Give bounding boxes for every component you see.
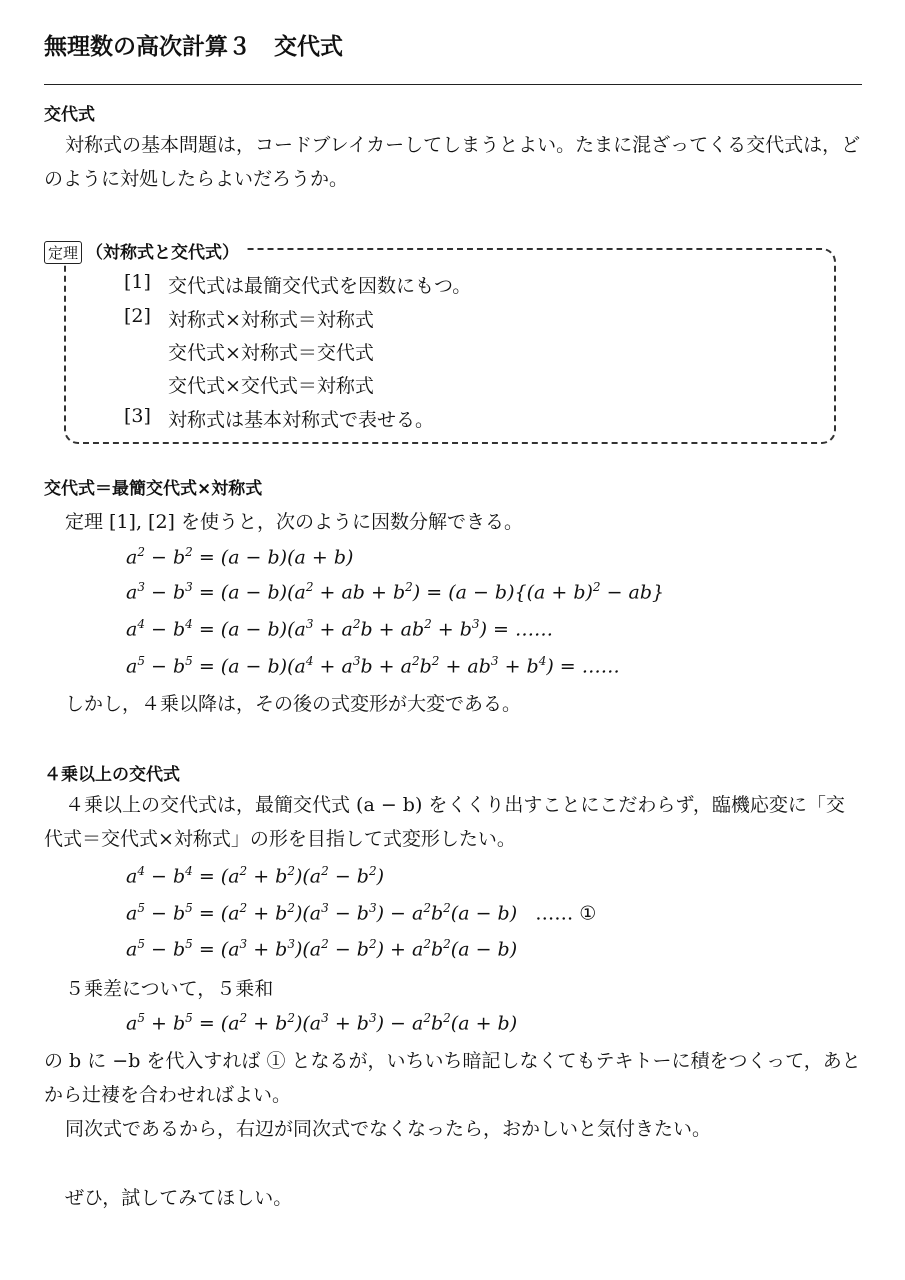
section-heading-alternating: 交代式 [44, 105, 95, 125]
equation-7: $a^5 - b^5 = (a^3 + b^3)(a^2 - b^2) + a^2b^2(a - b)$ [126, 937, 518, 961]
factorization-intro: 定理 [1], [2] を使うと，次のように因数分解できる。 [65, 511, 523, 533]
theorem-item-number: [3] [124, 405, 151, 427]
theorem-heading [44, 238, 245, 264]
theorem-item-text: 交代式×交代式＝対称式 [168, 375, 374, 397]
equation-3: $a^4 - b^4 = (a - b)(a^3 + a^2b + ab^2 + b^3)$ = …… [126, 617, 553, 641]
substitution-paragraph: の b に −b を代入すれば ① となるが，いちいち暗記しなくてもテキトーに積をつくって，あとから辻褄を合わせればよい。 [44, 1050, 861, 1106]
theorem-item-number: [2] [124, 305, 151, 327]
theorem-item-number: [1] [124, 271, 151, 293]
closing-line: ぜひ，試してみてほしい。 [65, 1187, 293, 1209]
equation-1: $a^2 - b^2 = (a - b)(a + b)$ [126, 545, 354, 569]
title-rule [44, 84, 862, 85]
theorem-tag: 定理 [44, 241, 82, 264]
equation-5: $a^4 - b^4 = (a^2 + b^2)(a^2 - b^2)$ [126, 864, 385, 888]
fifth-power-note: ５乗差について，５乗和 [65, 978, 274, 1000]
section-heading-higher-power: ４乗以上の交代式 [44, 765, 180, 785]
equation-6: $a^5 - b^5 = (a^2 + b^2)(a^3 - b^3) - a^2b^2(a - b)$ …… ① [126, 901, 597, 925]
equation-8: $a^5 + b^5 = (a^2 + b^2)(a^3 + b^3) - a^2b^2(a + b)$ [126, 1011, 518, 1035]
theorem-item-text: 対称式×対称式＝対称式 [168, 309, 374, 331]
theorem-item-text: 交代式は最簡交代式を因数にもつ。 [168, 275, 472, 297]
equation-2: $a^3 - b^3 = (a - b)(a^2$ + ab + $b^2) = (a - b)\{(a + b)^2 - ab\}$ [126, 580, 665, 604]
intro-paragraph: 対称式の基本問題は，コードブレイカーしてしまうとよい。たまに混ざってくる交代式は，どのように対処したらよいだろうか。 [44, 134, 861, 190]
factorization-outro: しかし，４乗以降は，その後の式変形が大変である。 [65, 693, 522, 715]
theorem-item-text: 交代式×対称式＝交代式 [168, 342, 374, 364]
theorem-title: （対称式と交代式） [86, 243, 240, 263]
higher-power-paragraph: ４乗以上の交代式は，最簡交代式 (a − b) をくくり出すことにこだわらず，臨機応変に「交代式＝交代式×対称式」の形を目指して式変形したい。 [44, 794, 845, 850]
equation-4: $a^5 - b^5 = (a - b)(a^4 + a^3b + a^2b^2 + ab^3 + b^4)$ = …… [126, 654, 620, 678]
section-heading-factorization: 交代式＝最簡交代式×対称式 [44, 479, 263, 499]
homogeneous-note: 同次式であるから，右辺が同次式でなくなったら，おかしいと気付きたい。 [65, 1118, 712, 1140]
theorem-item-text: 対称式は基本対称式で表せる。 [168, 409, 435, 431]
page-title: 無理数の高次計算３ 交代式 [44, 34, 343, 60]
